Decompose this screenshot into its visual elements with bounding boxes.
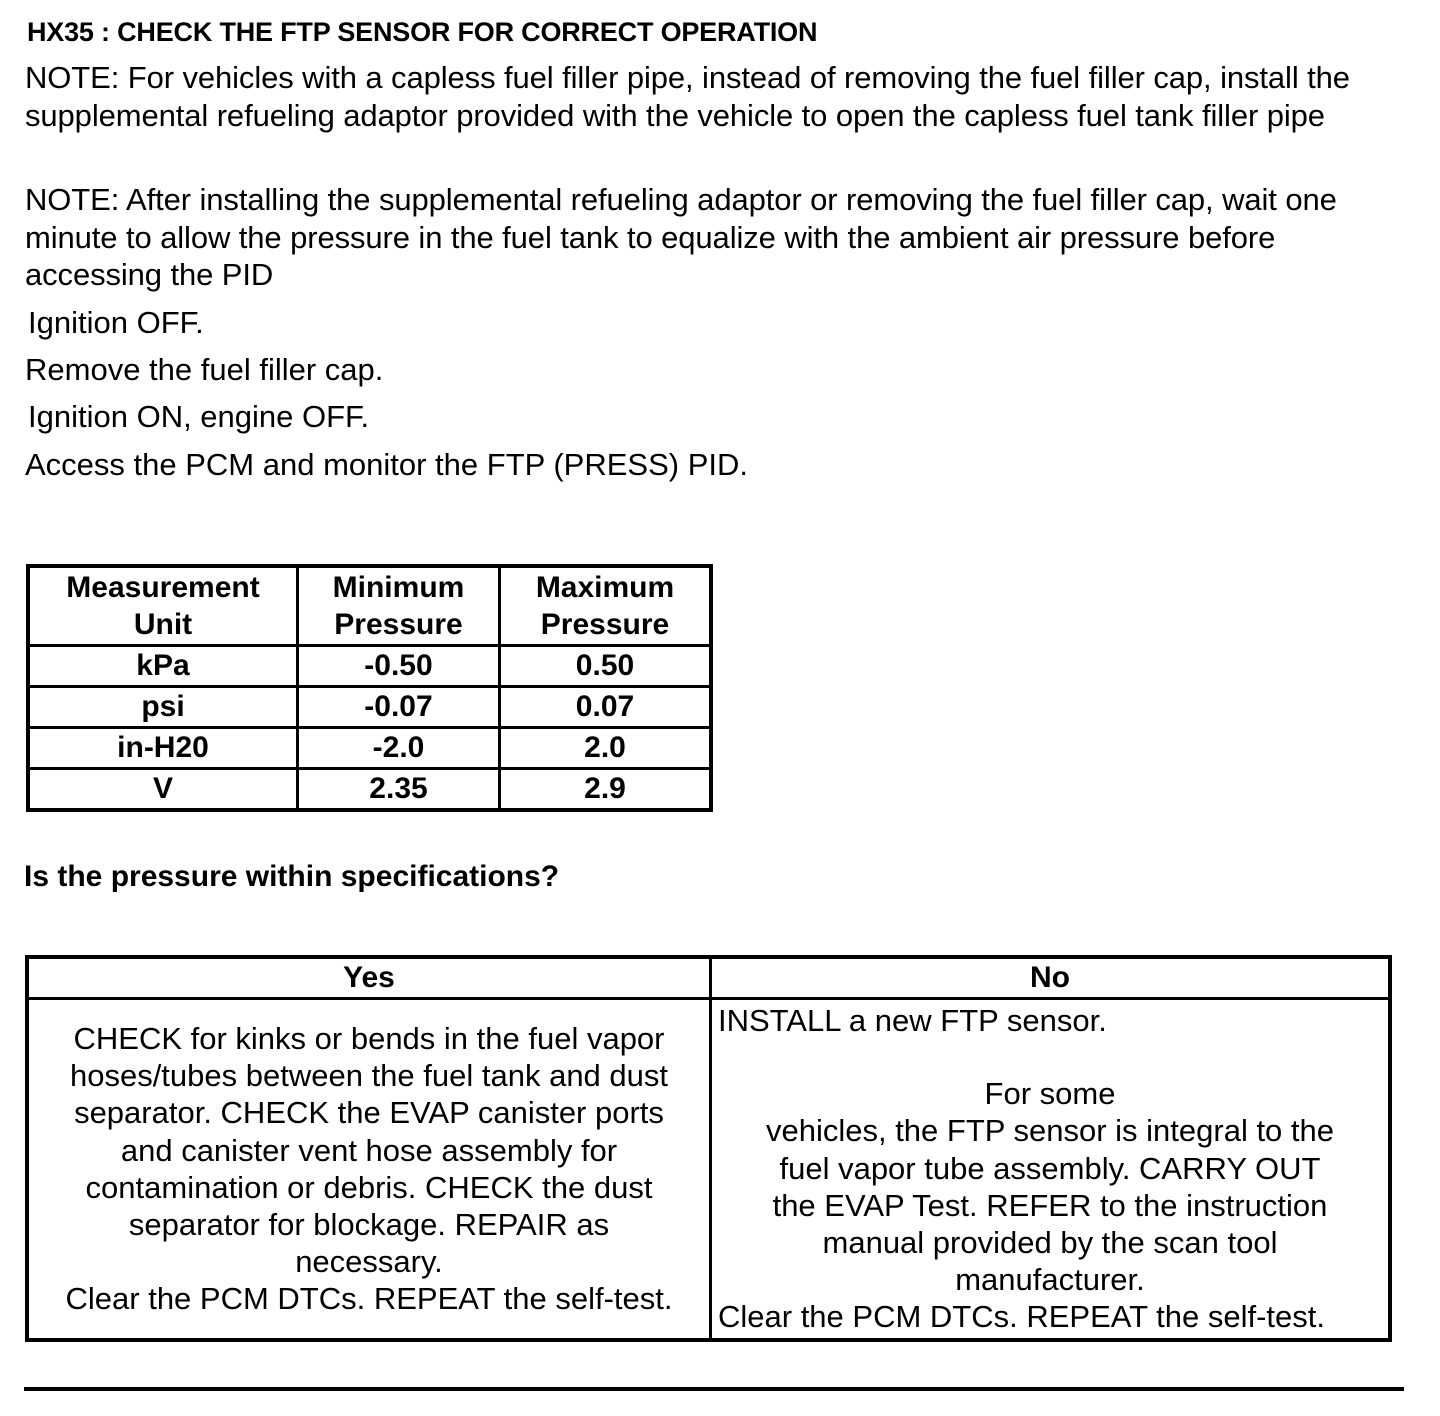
- cell-unit: psi: [28, 687, 298, 728]
- header-unit-line2: Unit: [133, 608, 193, 641]
- cell-min: -0.50: [298, 646, 500, 687]
- bottom-divider: [24, 1387, 1404, 1391]
- yes-line: CHECK for kinks or bends in the fuel vapor: [73, 1021, 665, 1056]
- no-line: For some: [984, 1076, 1116, 1111]
- yes-header: Yes: [27, 957, 711, 999]
- cell-min: -0.07: [298, 687, 500, 728]
- cell-max: 2.9: [500, 769, 712, 811]
- cell-max: 0.50: [500, 646, 712, 687]
- spec-question: Is the pressure within specifications?: [24, 860, 560, 893]
- decision-header-row: [27, 957, 1390, 999]
- cell-unit: V: [28, 769, 298, 811]
- step-ignition-off: Ignition OFF.: [28, 305, 204, 340]
- note-capless-filler: NOTE: For vehicles with a capless fuel filler pipe, instead of removing the fuel filler cap, install the supplemental refueling adaptor provided with the vehicle to open the capless fuel tank filler pipe: [25, 60, 1350, 133]
- cell-unit: kPa: [28, 646, 298, 687]
- table-row: [28, 769, 711, 811]
- yes-line: Clear the PCM DTCs. REPEAT the self-test.: [65, 1281, 673, 1317]
- step-access-pcm: Access the PCM and monitor the FTP (PRESS) PID.: [25, 447, 749, 482]
- table-row: [28, 646, 711, 687]
- no-line: vehicles, the FTP sensor is integral to the: [765, 1113, 1335, 1149]
- yes-line: hoses/tubes between the fuel tank and dust: [69, 1058, 669, 1094]
- yes-line: separator for blockage. REPAIR as: [128, 1207, 610, 1243]
- yes-action-cell: [27, 999, 711, 1341]
- cell-unit: in-H20: [28, 728, 298, 769]
- decision-body-row: [27, 999, 1390, 1341]
- page-title: HX35 : CHECK THE FTP SENSOR FOR CORRECT OPERATION: [27, 17, 818, 47]
- table-row: [28, 687, 711, 728]
- no-action-cell: [711, 999, 1391, 1341]
- note-wait-one-minute: NOTE: After installing the supplemental refueling adaptor or removing the fuel filler cap, wait one minute to allow the pressure in the fuel tank to equalize with the ambient air pressure before accessing the PID: [25, 182, 1337, 292]
- header-unit-line1: Measurement: [66, 571, 260, 604]
- yes-line: and canister vent hose assembly for: [120, 1132, 618, 1168]
- yes-line: separator. CHECK the EVAP canister ports: [74, 1095, 664, 1131]
- no-line: manufacturer.: [955, 1262, 1145, 1298]
- no-header: No: [711, 957, 1391, 999]
- yes-no-decision-table: [25, 955, 1392, 1342]
- cell-min: 2.35: [298, 769, 500, 811]
- no-action-text: [716, 1075, 1384, 1299]
- cell-min: -2.0: [298, 728, 500, 769]
- header-min-line2: Pressure: [334, 608, 463, 641]
- yes-line: contamination or debris. CHECK the dust: [85, 1169, 653, 1205]
- header-minimum-pressure: [298, 566, 500, 646]
- yes-action-text: [33, 1020, 705, 1318]
- no-line: the EVAP Test. REFER to the instruction: [772, 1187, 1328, 1223]
- yes-line: necessary.: [295, 1244, 443, 1280]
- header-measurement-unit: [28, 566, 298, 646]
- no-install-sensor: INSTALL a new FTP sensor.: [718, 1003, 1107, 1038]
- step-remove-cap: Remove the fuel filler cap.: [25, 352, 384, 387]
- table-row: [28, 728, 711, 769]
- pressure-spec-table: [26, 564, 713, 812]
- spec-header-row: [28, 566, 711, 646]
- step-ignition-on: Ignition ON, engine OFF.: [28, 399, 370, 434]
- header-maximum-pressure: [500, 566, 712, 646]
- cell-max: 0.07: [500, 687, 712, 728]
- header-min-line1: Minimum: [332, 571, 465, 604]
- header-max-line1: Maximum: [535, 571, 675, 604]
- no-line: fuel vapor tube assembly. CARRY OUT: [779, 1150, 1321, 1186]
- no-line: manual provided by the scan tool: [822, 1225, 1278, 1261]
- cell-max: 2.0: [500, 728, 712, 769]
- no-clear-dtcs: Clear the PCM DTCs. REPEAT the self-test.: [718, 1299, 1325, 1334]
- header-max-line2: Pressure: [540, 608, 670, 641]
